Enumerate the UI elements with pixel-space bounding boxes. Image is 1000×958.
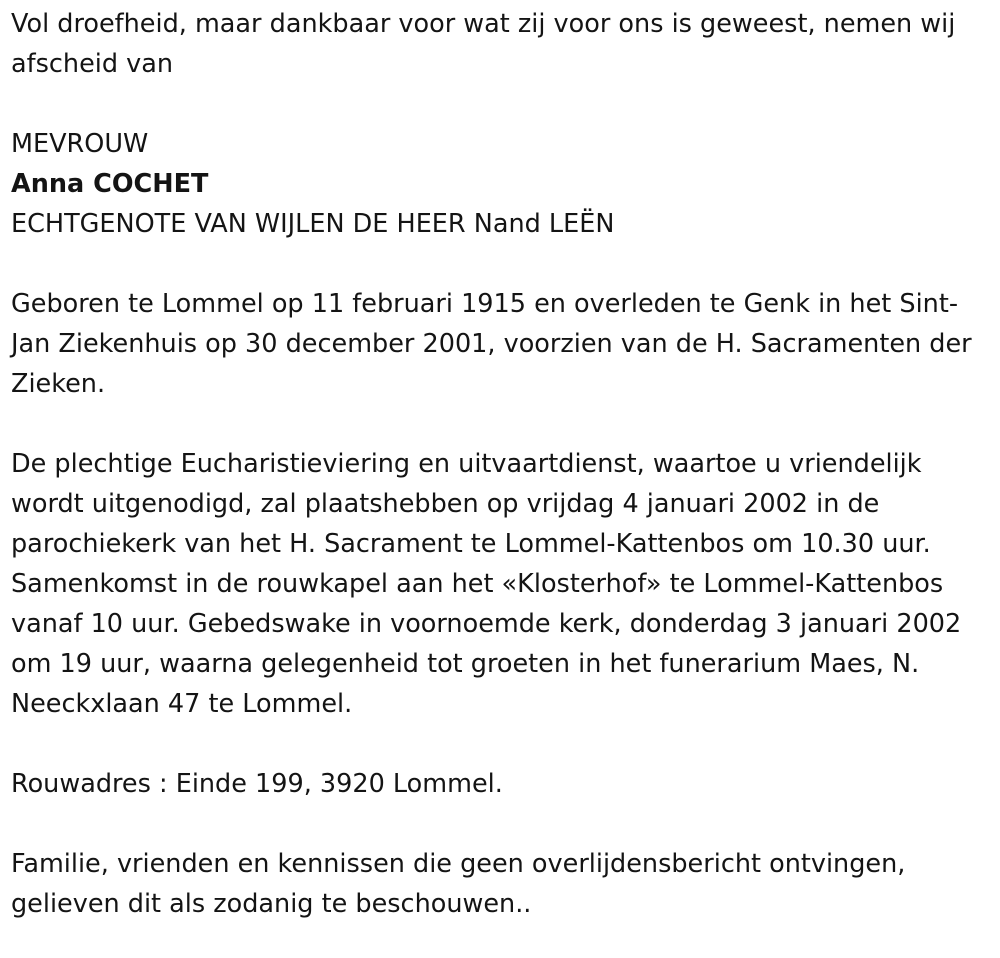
spacer [11, 804, 986, 844]
spouse-line: ECHTGENOTE VAN WIJLEN DE HEER Nand LEËN [11, 209, 615, 239]
spacer [11, 244, 986, 284]
spacer [11, 724, 986, 764]
spacer [11, 404, 986, 444]
mourning-address: Rouwadres : Einde 199, 3920 Lommel. [11, 769, 503, 799]
deceased-name: Anna COCHET [11, 169, 209, 199]
ceremony-paragraph: De plechtige Eucharistieviering en uitvaartdienst, waartoe u vriendelijk wordt uitgenodigd, zal plaatshebben op vrijdag 4 januari 2002 in de parochiekerk van het H. Sacrament te Lommel-Kattenbos om 10.30 uur. Samenkomst in de rouwkapel aan het «Klosterhof» te Lommel-Kattenbos vanaf 10 uur. Gebedswake in voornoemde kerk, donderdag 3 januari 2002 om 19 uur, waarna gelegenheid tot groeten in het funerarium Maes, N. Neeckxlaan 47 te Lommel. [11, 449, 962, 719]
birth-death-paragraph: Geboren te Lommel op 11 februari 1915 en overleden te Genk in het Sint-Jan Ziekenhuis op 30 december 2001, voorzien van de H. Sacramenten der Zieken. [11, 289, 972, 399]
spacer [11, 84, 986, 124]
closing-paragraph: Familie, vrienden en kennissen die geen overlijdensbericht ontvingen, gelieven dit als zodanig te beschouwen.. [11, 849, 906, 919]
obituary-notice [11, 4, 986, 924]
intro-paragraph: Vol droefheid, maar dankbaar voor wat zij voor ons is geweest, nemen wij afscheid van [11, 9, 956, 79]
title-prefix: MEVROUW [11, 129, 149, 159]
